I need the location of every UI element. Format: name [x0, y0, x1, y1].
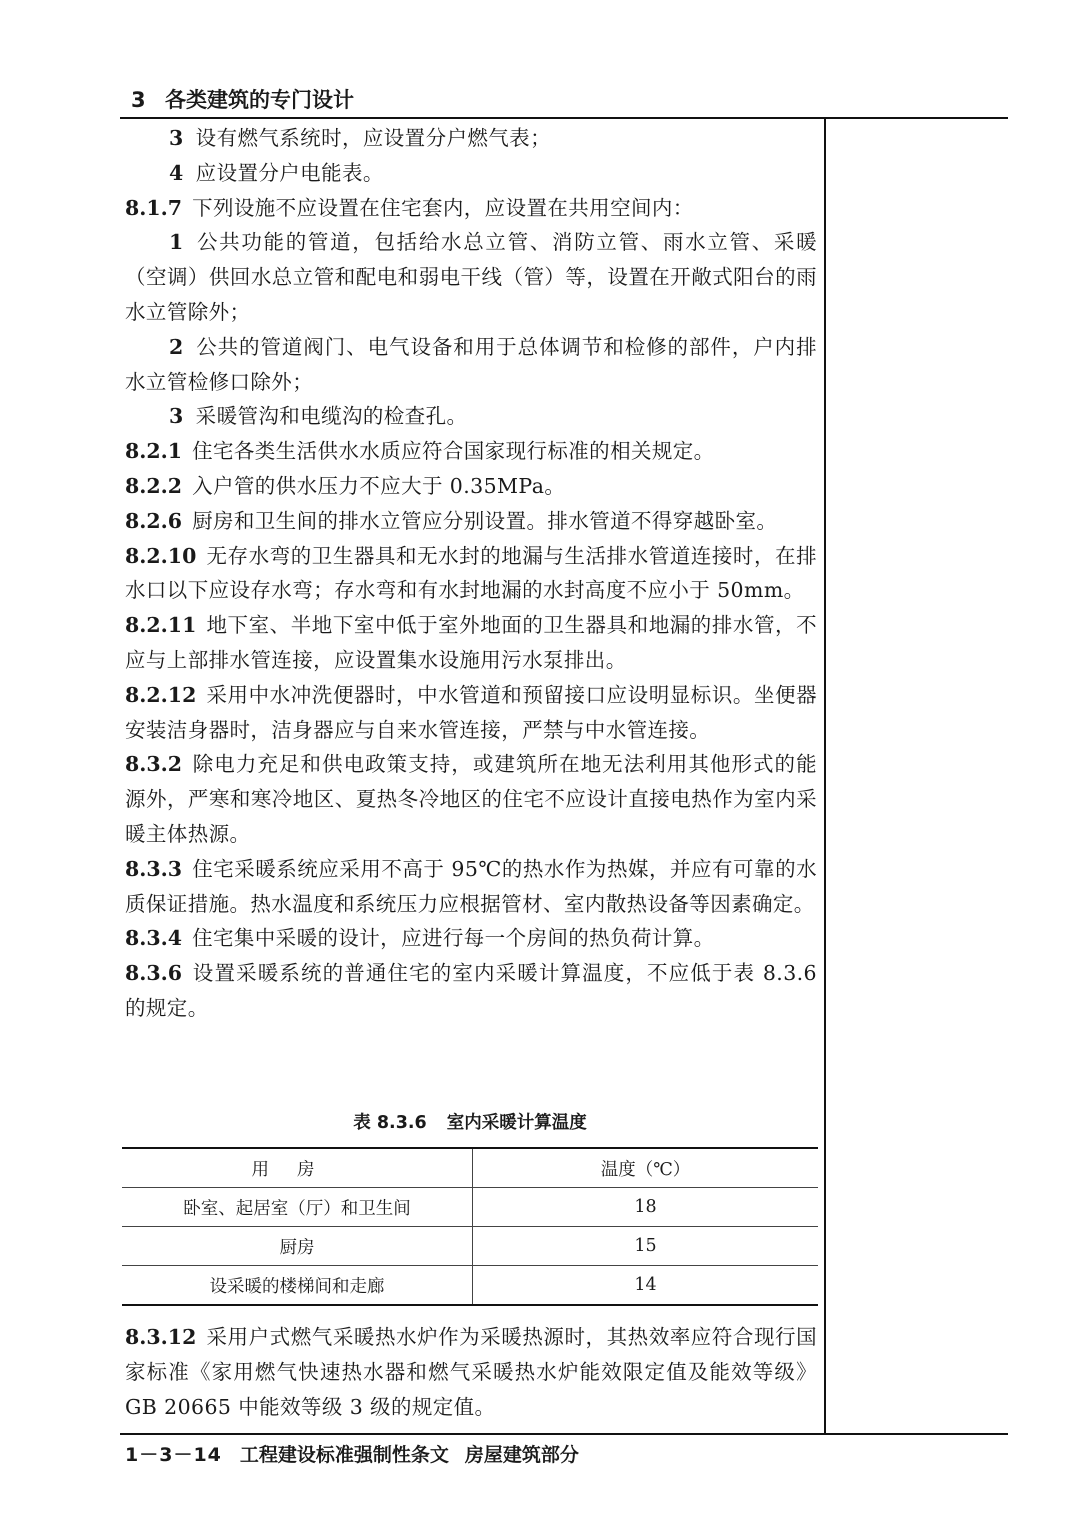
table-number: 表 8.3.6	[353, 1113, 427, 1133]
clause-paragraph	[125, 504, 817, 539]
item-paragraph	[125, 156, 817, 191]
clause-paragraph	[125, 921, 817, 956]
temperature-table	[122, 1147, 818, 1306]
item-text: 采暖管沟和电缆沟的检查孔。	[195, 404, 468, 429]
clause-text: 采用中水冲洗便器时，中水管道和预留接口应设明显标识。坐便器安装洁身器时，洁身器应与自来水管连接，严禁与中水管连接。	[125, 682, 817, 742]
clause-paragraph	[125, 852, 817, 922]
clause-number: 8.3.12	[125, 1325, 197, 1349]
margin-rule	[824, 119, 826, 1433]
book-part: 房屋建筑部分	[464, 1444, 579, 1466]
clause-text: 厨房和卫生间的排水立管应分别设置。排水管道不得穿越卧室。	[192, 508, 778, 533]
clause-text: 住宅采暖系统应采用不高于 95℃的热水作为热媒，并应有可靠的水质保证措施。热水温度和系统压力应根据管材、室内散热设备等因素确定。	[125, 856, 817, 916]
running-header	[131, 82, 831, 118]
after-table-text	[125, 1320, 817, 1424]
clause-text: 地下室、半地下室中低于室外地面的卫生器具和地漏的排水管，不应与上部排水管连接，应设置集水设施用污水泵排出。	[125, 613, 817, 672]
item-paragraph	[125, 399, 817, 434]
room-cell: 卧室、起居室（厅）和卫生间	[122, 1188, 473, 1227]
table-caption	[120, 1108, 820, 1138]
running-footer	[125, 1437, 825, 1473]
item-number: 4	[169, 160, 184, 185]
clause-text: 无存水弯的卫生器具和无水封的地漏与生活排水管道连接时，在排水口以下应设存水弯；存水弯和有水封地漏的水封高度不应小于 50mm。	[125, 543, 817, 603]
clause-paragraph	[125, 608, 817, 678]
clause-paragraph	[125, 747, 817, 851]
clause-paragraph	[125, 539, 817, 609]
temperature-cell: 14	[473, 1266, 819, 1306]
clause-text: 除电力充足和供电政策支持，或建筑所在地无法利用其他形式的能源外，严寒和寒冷地区、夏热冬冷地区的住宅不应设计直接电热作为室内采暖主体热源。	[125, 752, 817, 846]
item-paragraph	[125, 330, 817, 400]
item-number: 1	[169, 230, 184, 255]
table-header-row	[122, 1148, 818, 1188]
item-number: 3	[169, 126, 184, 150]
clause-number: 8.2.1	[125, 439, 183, 464]
clause-number: 8.3.4	[125, 926, 183, 951]
table-row	[122, 1188, 818, 1227]
column-header: 用房	[122, 1148, 473, 1188]
clause-paragraph	[125, 956, 817, 1026]
table-row	[122, 1227, 818, 1266]
item-text: 公共功能的管道，包括给水总立管、消防立管、雨水立管、采暖（空调）供回水总立管和配电和弱电干线（管）等，设置在开敞式阳台的雨水立管除外；	[125, 230, 817, 324]
chapter-number: 3	[131, 88, 146, 112]
table-row	[122, 1266, 818, 1306]
clause-text: 下列设施不应设置在住宅套内，应设置在共用空间内：	[192, 195, 694, 220]
clause-text: 设置采暖系统的普通住宅的室内采暖计算温度，不应低于表 8.3.6 的规定。	[125, 961, 817, 1020]
item-text: 公共的管道阀门、电气设备和用于总体调节和检修的部件，户内排水立管检修口除外；	[125, 334, 817, 394]
header-rule	[120, 117, 1008, 119]
clause-paragraph	[125, 1320, 817, 1424]
clause-number: 8.2.10	[125, 543, 197, 568]
clause-text: 采用户式燃气采暖热水炉作为采暖热源时，其热效率应符合现行国家标准《家用燃气快速热水器和燃气采暖热水炉能效限定值及能效等级》GB 20665 中能效等级 3 级的规定值。	[125, 1325, 817, 1419]
clause-number: 8.3.3	[125, 856, 183, 881]
item-number: 2	[169, 334, 184, 359]
clause-number: 8.2.2	[125, 473, 183, 498]
clause-number: 8.3.2	[125, 752, 183, 777]
main-text	[125, 121, 817, 1026]
clause-number: 8.2.6	[125, 508, 183, 533]
item-paragraph	[125, 225, 817, 329]
item-text: 设有燃气系统时，应设置分户燃气表；	[195, 126, 551, 150]
column-header: 温度（℃）	[473, 1148, 819, 1188]
item-paragraph	[125, 121, 817, 156]
clause-paragraph	[125, 434, 817, 469]
clause-text: 住宅集中采暖的设计，应进行每一个房间的热负荷计算。	[192, 926, 715, 951]
clause-number: 8.3.6	[125, 961, 183, 986]
room-cell: 厨房	[122, 1227, 473, 1266]
room-cell: 设采暖的楼梯间和走廊	[122, 1266, 473, 1306]
page-number: 1－3－14	[125, 1444, 222, 1466]
table-title: 室内采暖计算温度	[446, 1113, 587, 1133]
item-number: 3	[169, 404, 184, 429]
clause-paragraph	[125, 191, 817, 226]
book-title: 工程建设标准强制性条文	[239, 1444, 449, 1466]
clause-number: 8.2.12	[125, 682, 197, 707]
clause-paragraph	[125, 678, 817, 748]
item-text: 应设置分户电能表。	[195, 160, 384, 185]
clause-text: 入户管的供水压力不应大于 0.35MPa。	[192, 473, 566, 498]
footer-rule	[120, 1433, 1008, 1435]
clause-number: 8.2.11	[125, 613, 197, 638]
temperature-cell: 18	[473, 1188, 819, 1227]
clause-number: 8.1.7	[125, 195, 183, 220]
chapter-title: 各类建筑的专门设计	[165, 88, 354, 112]
clause-paragraph	[125, 469, 817, 504]
temperature-cell: 15	[473, 1227, 819, 1266]
clause-text: 住宅各类生活供水水质应符合国家现行标准的相关规定。	[192, 439, 715, 464]
